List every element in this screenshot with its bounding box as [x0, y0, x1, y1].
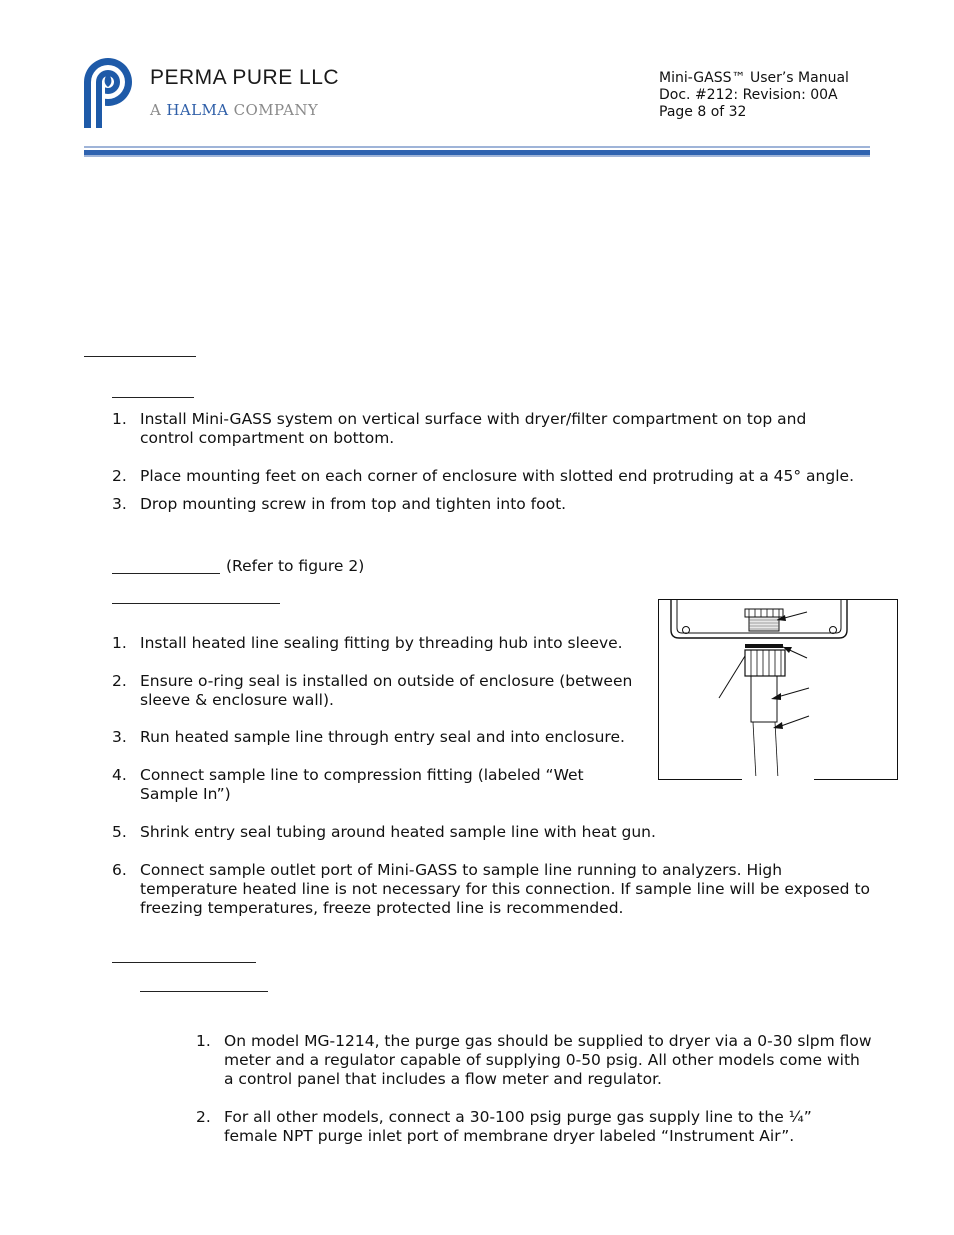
list-text: Connect sample outlet port of Mini-GASS to sample line running to analyzers. High temperature heated line is not necessary for this connection. If sample line will be exposed to freezing temperatures, freeze protected line is recommended. — [140, 861, 871, 917]
list-number: 1. — [112, 410, 127, 428]
list-text: Ensure o-ring seal is installed on outside of enclosure (between sleeve & enclosure wall). — [140, 672, 633, 709]
list-text: Shrink entry seal tubing around heated sample line with heat gun. — [140, 823, 656, 841]
list-number: 2. — [112, 672, 127, 690]
list-number: 2. — [196, 1108, 211, 1126]
list-item — [112, 861, 872, 918]
list-item — [112, 672, 642, 710]
subsection-heading-underline — [112, 397, 194, 398]
subsection-heading-underline — [112, 603, 280, 604]
list-text: On model MG-1214, the purge gas should be supplied to dryer via a 0-30 slpm flow meter and a regulator capable of supplying 0-50 psig. All other models come with a control panel that includes a flow meter and regulator. — [224, 1032, 872, 1088]
perma-pure-logo-icon — [82, 56, 134, 128]
doc-title: Mini-GASS™ User’s Manual — [659, 70, 849, 86]
list-item — [112, 823, 872, 842]
list-text: Place mounting feet on each corner of enclosure with slotted end protruding at a 45° angle. — [140, 467, 854, 485]
company-name: PERMA PURE LLC — [150, 66, 340, 89]
list-number: 1. — [112, 634, 127, 652]
figure-reference: (Refer to figure 2) — [226, 557, 365, 575]
tagline-suffix: COMPANY — [228, 101, 319, 119]
section-heading-underline — [112, 573, 220, 574]
header-rule — [84, 146, 870, 157]
figure-2-frame — [658, 599, 898, 780]
tagline-brand: HALMA — [166, 101, 229, 119]
list-number: 3. — [112, 495, 127, 513]
figure-caption-gap — [742, 776, 814, 784]
section-heading-underline — [112, 962, 256, 963]
list-number: 6. — [112, 861, 127, 879]
list-number: 2. — [112, 467, 127, 485]
doc-number: Doc. #212: Revision: 00A — [659, 87, 838, 103]
list-text: Install Mini-GASS system on vertical surface with dryer/filter compartment on top and control compartment on bottom. — [140, 410, 807, 447]
list-number: 3. — [112, 728, 127, 746]
list-text: For all other models, connect a 30-100 psig purge gas supply line to the ¼” female NPT purge inlet port of membrane dryer labeled “Instrument Air”. — [224, 1108, 812, 1145]
list-item — [196, 1032, 872, 1089]
list-item — [112, 634, 642, 653]
list-item — [196, 1108, 836, 1146]
document-info — [659, 70, 849, 121]
company-logo — [82, 56, 134, 128]
page-info: Page 8 of 32 — [659, 104, 747, 120]
list-item — [112, 728, 642, 747]
list-text: Install heated line sealing fitting by threading hub into sleeve. — [140, 634, 623, 652]
list-number: 1. — [196, 1032, 211, 1050]
list-number: 4. — [112, 766, 127, 784]
list-item — [112, 410, 852, 448]
list-item — [112, 766, 602, 804]
list-text: Run heated sample line through entry seal and into enclosure. — [140, 728, 625, 746]
list-text: Connect sample line to compression fitting (labeled “Wet Sample In”) — [140, 766, 584, 803]
list-item — [112, 495, 852, 514]
fitting-diagram — [659, 600, 897, 779]
tagline-prefix: A — [150, 101, 167, 119]
list-text: Drop mounting screw in from top and tighten into foot. — [140, 495, 567, 513]
list-number: 5. — [112, 823, 127, 841]
section-heading-underline — [84, 356, 196, 357]
company-tagline — [150, 101, 318, 119]
list-item — [112, 467, 872, 486]
subsection-heading-underline — [140, 991, 268, 992]
